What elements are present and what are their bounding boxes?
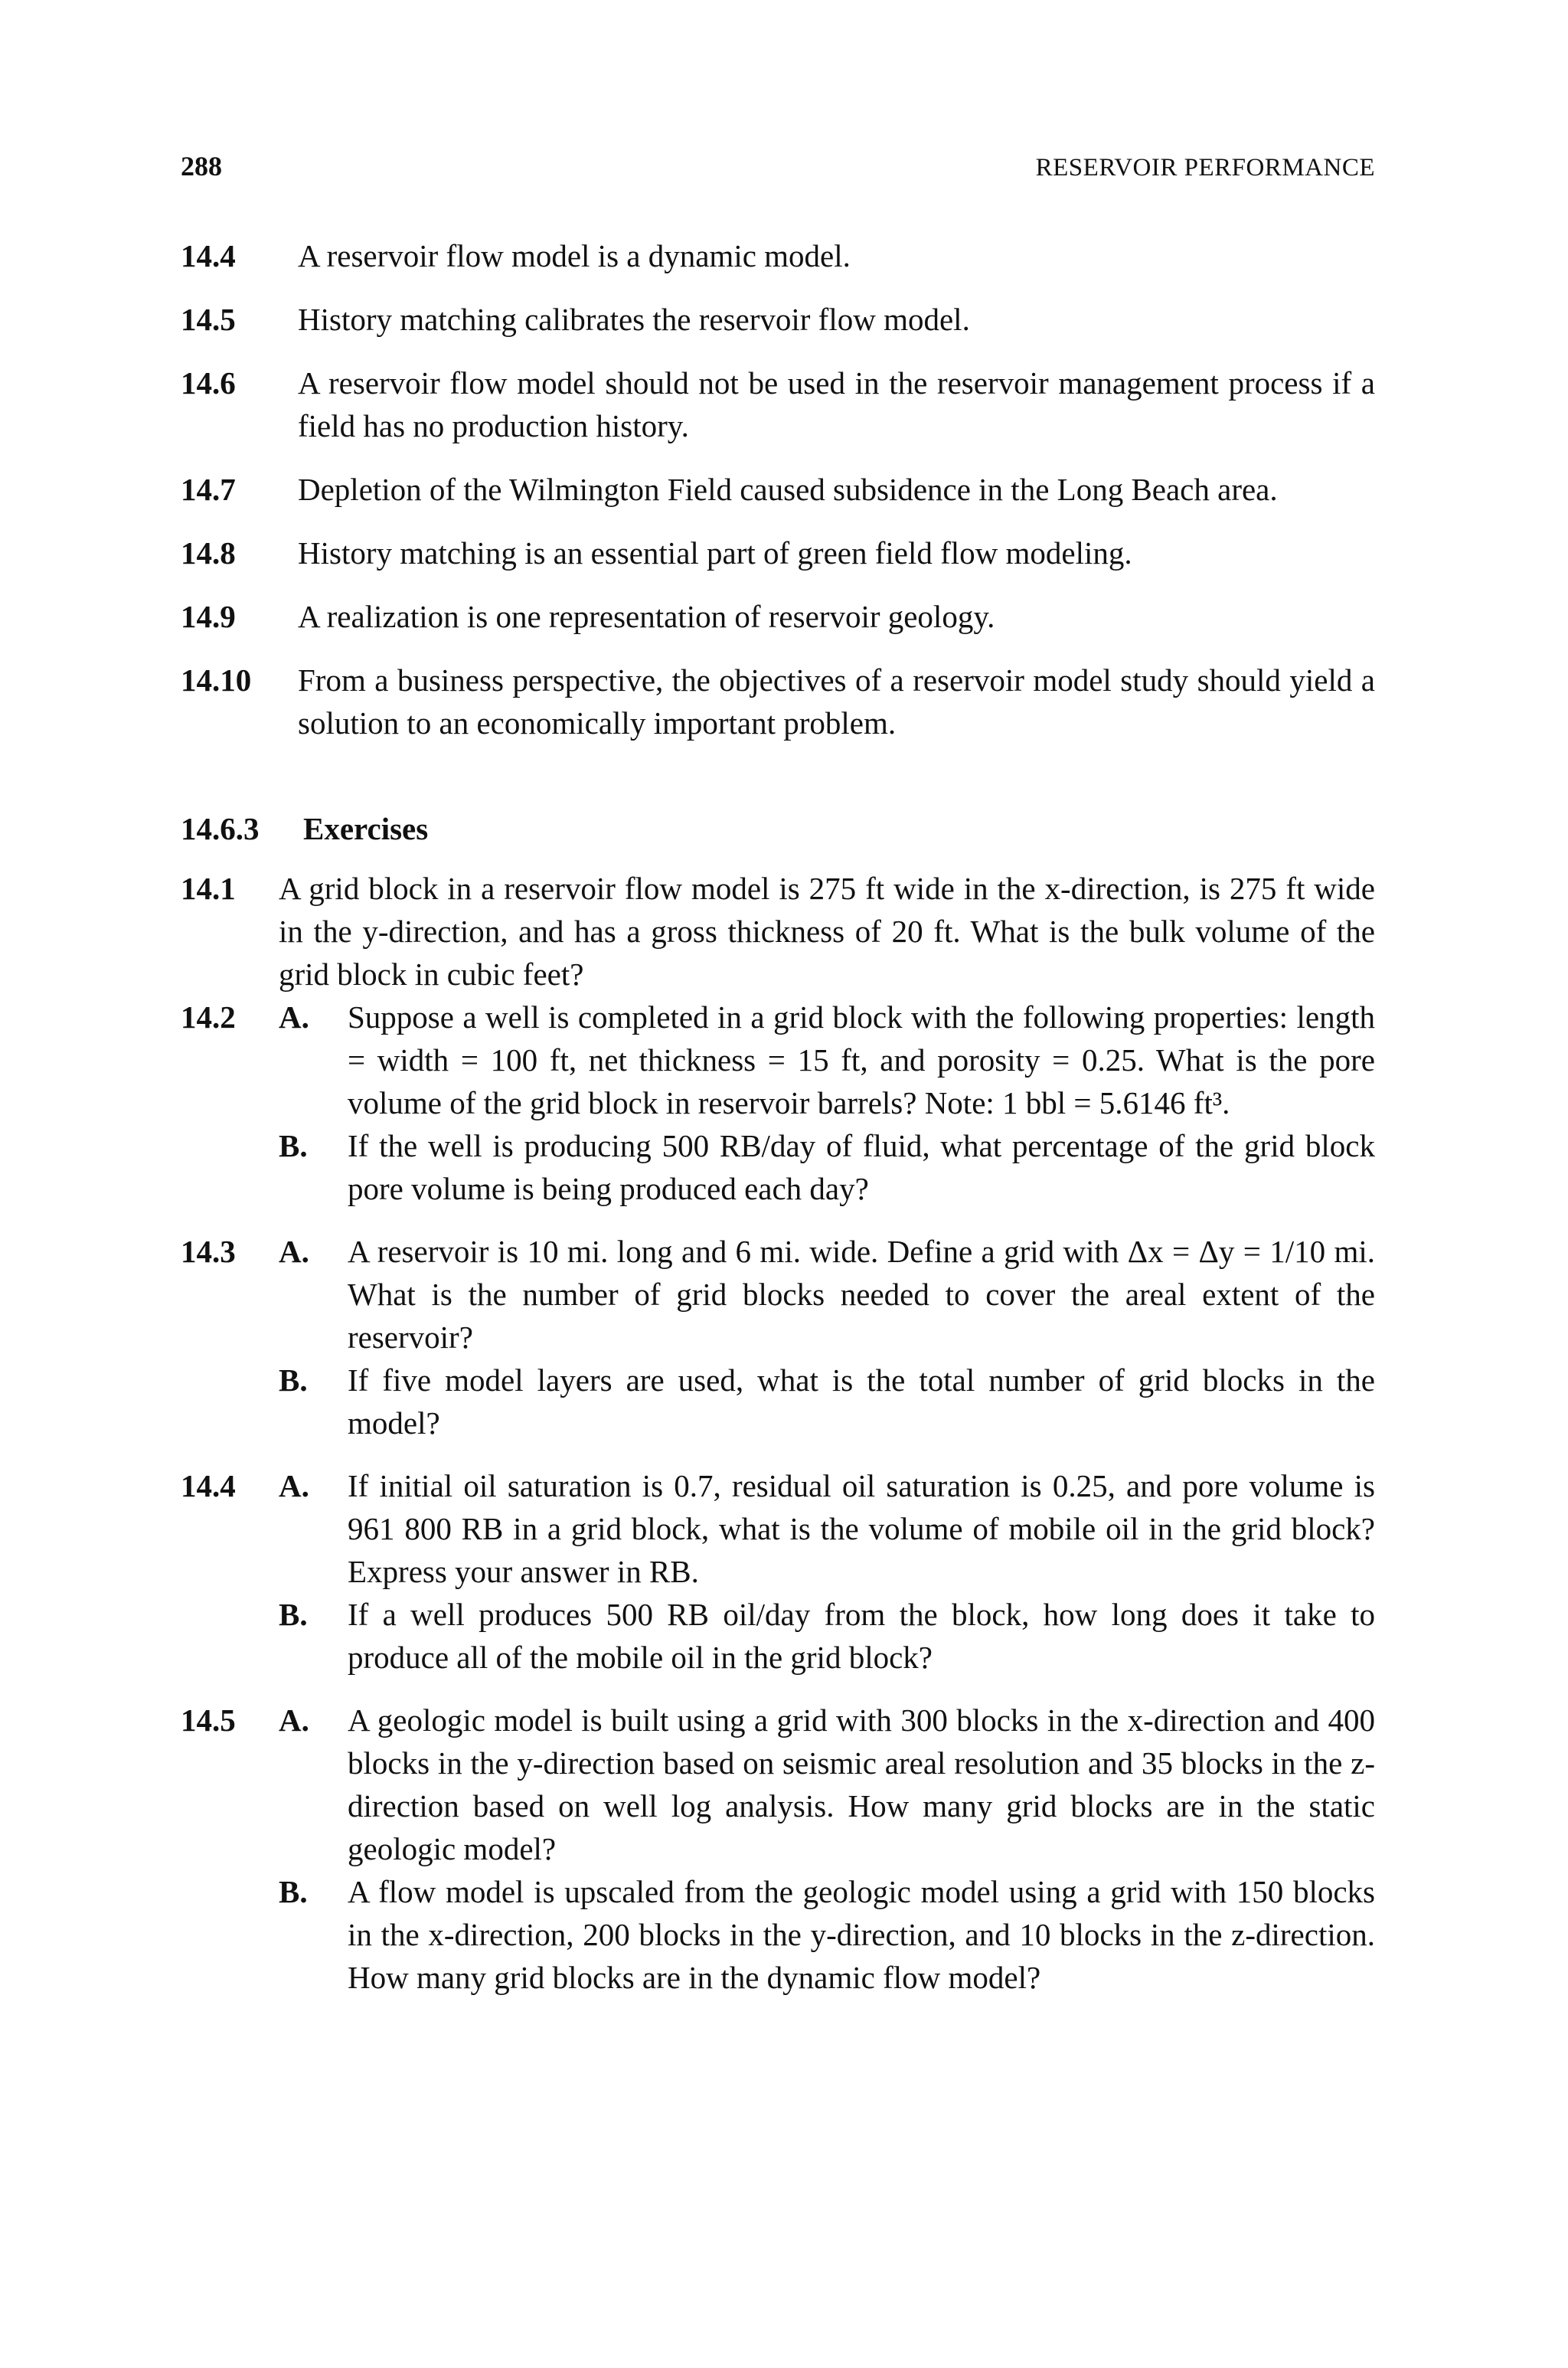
section-heading — [181, 807, 1375, 850]
item-number: 14.10 — [181, 662, 252, 698]
exercise-part — [279, 1464, 1375, 1593]
part-label: A. — [279, 999, 309, 1035]
exercise-part — [279, 1230, 1375, 1359]
item-number: 14.4 — [181, 238, 236, 273]
exercise-item — [181, 1464, 1375, 1679]
part-text: A flow model is upscaled from the geologic model using a grid with 150 blocks in the x-direction, 200 blocks in the y-direction, and 10 blocks in the z-direction. How many grid blocks are in the dynamic flow model? — [348, 1874, 1375, 1995]
part-text: If five model layers are used, what is the total number of grid blocks in the model? — [348, 1362, 1375, 1441]
exercise-part — [279, 1359, 1375, 1444]
exercise-text: A grid block in a reservoir flow model is 275 ft wide in the x-direction, is 275 ft wide in the y-direction, and has a gross thickness of 20 ft. What is the bulk volume of the grid block in cubic feet? — [279, 871, 1375, 992]
part-text: Suppose a well is completed in a grid block with the following properties: length = width = 100 ft, net thickness = 15 ft, and porosity = 0.25. What is the pore volume of the grid block in reservoir barrels? Note: 1 bbl = 5.6146 ft³. — [348, 999, 1375, 1120]
item-text: A reservoir flow model is a dynamic model. — [298, 238, 851, 273]
item-number: 14.8 — [181, 535, 236, 571]
running-head — [181, 150, 1375, 190]
exercise-part — [279, 1870, 1375, 1999]
part-label: B. — [279, 1128, 308, 1163]
part-label: B. — [279, 1362, 308, 1398]
part-text: A geologic model is built using a grid with 300 blocks in the x-direction and 400 blocks in the y-direction based on seismic areal resolution and 35 blocks in the z-direction based on well log analysis. How many grid blocks are in the static geologic model? — [348, 1702, 1375, 1866]
part-text: If the well is producing 500 RB/day of fluid, what percentage of the grid block pore volume is being produced each day? — [348, 1128, 1375, 1206]
part-text: If a well produces 500 RB oil/day from the block, how long does it take to produce all of the mobile oil in the grid block? — [348, 1597, 1375, 1675]
part-label: B. — [279, 1597, 308, 1632]
item-text: History matching is an essential part of green field flow modeling. — [298, 535, 1132, 571]
item-text: A realization is one representation of reservoir geology. — [298, 599, 995, 634]
part-label: A. — [279, 1234, 309, 1269]
list-item — [181, 659, 1375, 744]
exercise-body — [279, 1699, 1375, 1999]
item-text: From a business perspective, the objectives of a reservoir model study should yield a solution to an economically important problem. — [298, 662, 1375, 741]
exercise-item — [181, 1699, 1375, 1999]
list-item — [181, 361, 1375, 447]
exercise-part — [279, 1699, 1375, 1870]
exercise-number: 14.5 — [181, 1702, 236, 1738]
exercise-body — [279, 1230, 1375, 1444]
exercise-body — [279, 867, 1375, 996]
list-item — [181, 234, 1375, 277]
exercise-number: 14.2 — [181, 999, 236, 1035]
list-item — [181, 531, 1375, 574]
item-number: 14.6 — [181, 365, 236, 401]
item-number: 14.9 — [181, 599, 236, 634]
exercise-part — [279, 1593, 1375, 1679]
item-number: 14.5 — [181, 302, 236, 337]
exercise-list — [181, 867, 1375, 1999]
section-title: Exercises — [303, 811, 429, 846]
item-text: A reservoir flow model should not be used in the reservoir management process if a field has no production history. — [298, 365, 1375, 443]
exercise-number: 14.1 — [181, 871, 236, 906]
exercise-body — [279, 996, 1375, 1210]
book-page — [181, 150, 1375, 1999]
exercise-part — [279, 1124, 1375, 1210]
list-item — [181, 298, 1375, 341]
list-item — [181, 595, 1375, 638]
exercise-item — [181, 996, 1375, 1210]
exercise-part — [279, 996, 1375, 1124]
item-text: History matching calibrates the reservoir flow model. — [298, 302, 970, 337]
list-item — [181, 468, 1375, 511]
exercise-number: 14.3 — [181, 1234, 236, 1269]
running-title: RESERVOIR PERFORMANCE — [1035, 154, 1375, 182]
section-number: 14.6.3 — [181, 811, 260, 846]
part-label: B. — [279, 1874, 308, 1909]
part-text: A reservoir is 10 mi. long and 6 mi. wide. Define a grid with Δx = Δy = 1/10 mi. What is the number of grid blocks needed to cover the areal extent of the reservoir? — [348, 1234, 1375, 1355]
part-label: A. — [279, 1468, 309, 1503]
exercise-item — [181, 867, 1375, 996]
exercise-item — [181, 1230, 1375, 1444]
part-text: If initial oil saturation is 0.7, residual oil saturation is 0.25, and pore volume is 961 800 RB in a grid block, what is the volume of mobile oil in the grid block? Express your answer in RB. — [348, 1468, 1375, 1589]
item-text: Depletion of the Wilmington Field caused subsidence in the Long Beach area. — [298, 472, 1278, 507]
exercise-number: 14.4 — [181, 1468, 236, 1503]
page-number: 288 — [181, 151, 222, 182]
true-false-list — [181, 234, 1375, 744]
exercise-body — [279, 1464, 1375, 1679]
item-number: 14.7 — [181, 472, 236, 507]
part-label: A. — [279, 1702, 309, 1738]
